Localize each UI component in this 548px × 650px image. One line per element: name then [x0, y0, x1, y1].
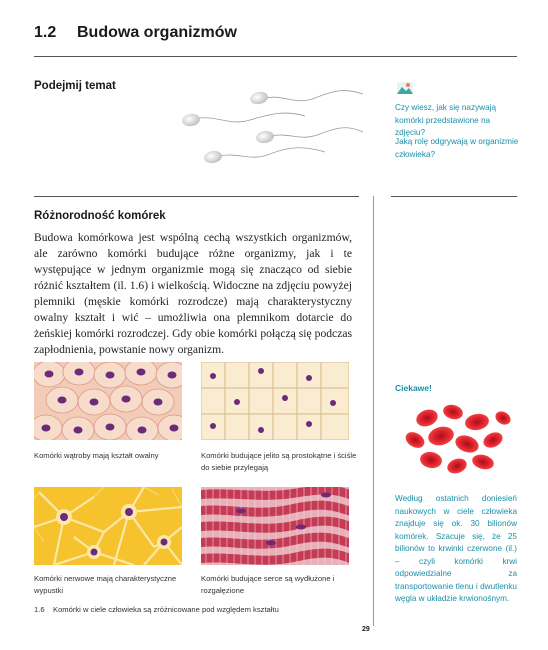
figure-caption-liver: Komórki wątroby mają kształt owalny	[34, 451, 159, 460]
image-icon	[397, 82, 413, 94]
page-number: 29	[362, 626, 370, 633]
red-blood-cells-illustration	[395, 400, 520, 480]
section-rule-right	[391, 196, 517, 197]
figure-number: 1.6	[34, 605, 45, 614]
figure-caption-intestine: Komórki budujące jelito są prostokątne i ściśle do siebie przylegają	[201, 451, 357, 472]
sidebar-text: Według ostatnich doniesień naukowych w ciele człowieka znajduje się ok. 30 bilionów komórek. Szacuje się, że 25 bilionów to krwinki czerwone (il.) – czyli komórki krwi odpowiedzialne za transportowanie tlenu i dwutlenku węgla w układzie krwionośnym.	[395, 494, 517, 603]
section-rule-left	[34, 196, 359, 197]
sidebar-heading: Ciekawe!	[395, 383, 432, 393]
liver-cells-image	[34, 362, 182, 440]
figure-caption-heart: Komórki budujące serce są wydłużone i rozgałęzione	[201, 574, 335, 595]
intestine-cells-image	[201, 362, 349, 440]
chapter-title: Budowa organizmów	[77, 24, 237, 41]
nerve-cells-image	[34, 487, 182, 565]
top-rule	[34, 56, 517, 57]
section-body-text: Budowa komórkowa jest wspólną cechą wszystkich organizmów, ale zarówno komórki budujące różne organizmy, jak i te występujące w jednym organizmie mogą się znacząco od siebie różnić kształtem (il. 1.6) i wielkością. Widoczne na zdjęciu powyżej plemniki (męskie komórki rozrodcze) mają charakterystyczny owalny kształt i wić – umożliwia ona plemnikom dotarcie do żeńskiej komórki rozrodczej. Gdy obie komórki połączą się podczas zapłodnienia, powstanie nowy organizm.	[34, 231, 352, 356]
section-heading: Różnorodność komórek	[34, 210, 166, 222]
sperm-cells-illustration	[175, 76, 365, 176]
heart-muscle-cells-image	[201, 487, 349, 565]
column-divider	[373, 196, 374, 626]
chapter-number: 1.2	[34, 24, 57, 41]
figure-caption: Komórki w ciele człowieka są zróżnicowane pod względem kształtu	[53, 605, 279, 614]
intro-question-2: Jaką rolę odgrywają w organizmie człowieka?	[395, 137, 519, 159]
figure-caption-nerve: Komórki nerwowe mają charakterystyczne wypustki	[34, 574, 177, 595]
intro-heading: Podejmij temat	[34, 80, 116, 92]
intro-question-1: Czy wiesz, jak się nazywają komórki przedstawione na zdjęciu?	[395, 103, 497, 137]
